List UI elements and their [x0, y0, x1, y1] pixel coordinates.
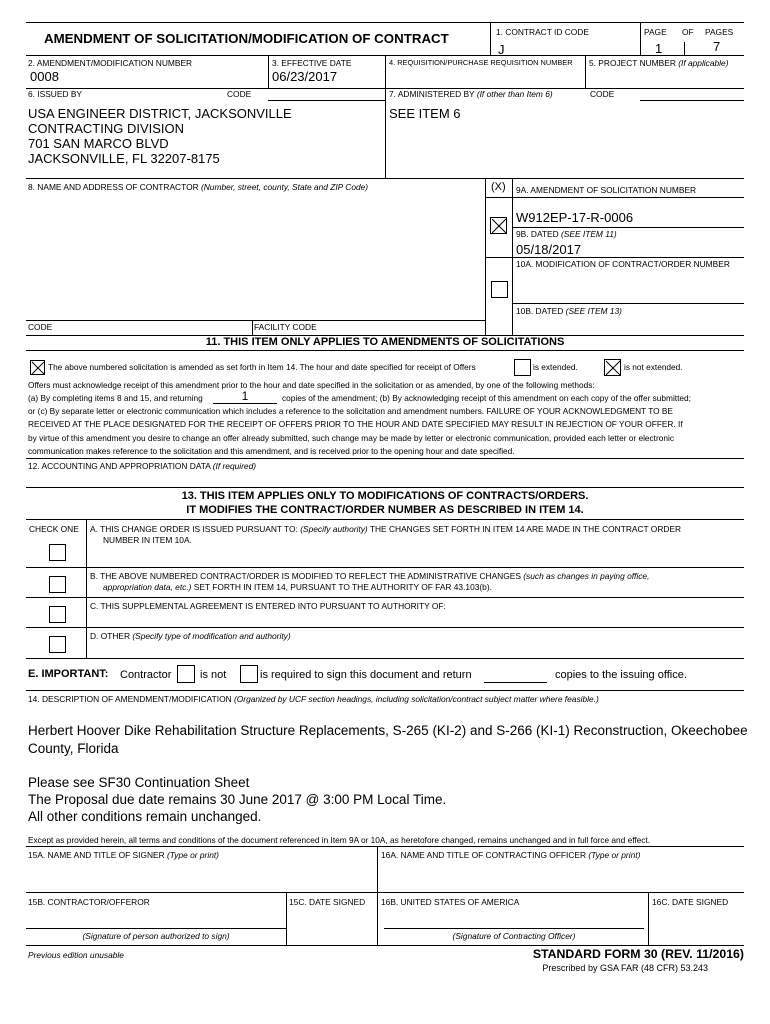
is-not-checkbox[interactable]: [177, 665, 195, 683]
item-11-line-6: by virtue of this amendment you desire to change an offer already submitted, such change may be made by letter or electronic communication, provided each letter or electronic: [28, 433, 674, 443]
item-13b-pre: B. THE ABOVE NUMBERED CONTRACT/ORDER IS MODIFIED TO REFLECT THE ADMINISTRATIVE CHANGES: [90, 571, 521, 581]
important-contractor: Contractor: [120, 669, 172, 681]
important-is-required: is required to sign this document and return: [260, 669, 472, 681]
item-13a-pre: A. THIS CHANGE ORDER IS ISSUED PURSUANT TO:: [90, 524, 298, 534]
item-14-label-text: 14. DESCRIPTION OF AMENDMENT/MODIFICATION: [28, 694, 232, 704]
item-13a-line-2: NUMBER IN ITEM 10A.: [103, 535, 192, 545]
contractor-label: [28, 182, 368, 192]
important-label: E. IMPORTANT:: [28, 668, 109, 680]
contractor-label-text: 8. NAME AND ADDRESS OF CONTRACTOR: [28, 182, 199, 192]
item-13d-italic: (Specify type of modification and authority): [132, 631, 291, 641]
signer-15a-label: [28, 850, 219, 860]
item-11-line-3b: copies of the amendment; (b) By acknowledging receipt of this amendment on each copy of the offer submitted;: [282, 393, 691, 403]
signature-16-caption: (Signature of Contracting Officer): [452, 931, 576, 941]
issuer-line-4: JACKSONVILLE, FL 32207-8175: [28, 151, 220, 166]
description-line-3: Please see SF30 Continuation Sheet: [28, 775, 250, 790]
effective-date: 06/23/2017: [272, 69, 338, 84]
contract-id-label: 1. CONTRACT ID CODE: [496, 27, 589, 37]
amendment-number: 0008: [30, 69, 59, 84]
date-16c-label: 16C. DATE SIGNED: [652, 897, 729, 907]
important-is-not: is not: [200, 669, 227, 681]
item-13b-line-2-italic: appropriation data, etc.): [103, 582, 192, 592]
copies-returned-value: 1: [241, 389, 249, 403]
not-extended-checkbox[interactable]: [604, 359, 621, 376]
item-13b-line-2: [103, 582, 492, 592]
administered-by-label-text: 7. ADMINISTERED BY: [389, 89, 475, 99]
project-number-label-text: 5. PROJECT NUMBER: [589, 58, 676, 68]
item-12-label-suffix: (If required): [212, 461, 257, 471]
item-10a-label: 10A. MODIFICATION OF CONTRACT/ORDER NUMBER: [516, 259, 730, 269]
contractor-code-label: CODE: [28, 322, 53, 332]
item-14-label-suffix: (Organized by UCF section headings, including solicitation/contract subject matter where feasible.): [233, 694, 599, 704]
item-13c-checkbox[interactable]: [49, 606, 66, 623]
description-line-4: The Proposal due date remains 30 June 2017 @ 3:00 PM Local Time.: [28, 792, 447, 807]
amendment-number-label: 2. AMENDMENT/MODIFICATION NUMBER: [28, 58, 193, 68]
officer-16a-label-text: 16A. NAME AND TITLE OF CONTRACTING OFFICER: [381, 850, 587, 860]
officer-16a-label-suffix: (Type or print): [588, 850, 641, 860]
item-13b-line-2-text: SET FORTH IN ITEM 14, PURSUANT TO THE AUTHORITY OF FAR 43.103(b).: [193, 582, 492, 592]
issuer-line-2: CONTRACTING DIVISION: [28, 121, 185, 136]
item-11-line-5: RECEIVED AT THE PLACE DESIGNATED FOR THE RECEIPT OF OFFERS PRIOR TO THE HOUR AND DATE SPECIFIED MAY RESULT IN REJECTION OF YOUR OFFER. If: [28, 419, 683, 429]
item-13b-line-1: [90, 571, 649, 581]
item-12-label: [28, 461, 256, 471]
not-extended-label: is not extended.: [624, 362, 683, 372]
previous-edition-note: Previous edition unusable: [28, 950, 124, 960]
prescribed-by: Prescribed by GSA FAR (48 CFR) 53.243: [542, 963, 708, 973]
item-13b-checkbox[interactable]: [49, 576, 66, 593]
administered-by-value: SEE ITEM 6: [389, 106, 461, 121]
except-statement: Except as provided herein, all terms and conditions of the document referenced in Item 9A or 10A, as heretofore changed, remains unchanged and in full force and effect.: [28, 835, 651, 845]
x-column-label: (X): [491, 181, 506, 193]
form-title: AMENDMENT OF SOLICITATION/MODIFICATION OF CONTRACT: [44, 31, 449, 46]
item-13d-pre: D. OTHER: [90, 631, 131, 641]
item-13-title-1: 13. THIS ITEM APPLIES ONLY TO MODIFICATIONS OF CONTRACTS/ORDERS.: [181, 490, 589, 502]
of-label: OF: [682, 27, 694, 37]
officer-16a-label: [381, 850, 640, 860]
item-9b-label-suffix: (SEE ITEM 11): [561, 229, 617, 239]
item-12-label-text: 12. ACCOUNTING AND APPROPRIATION DATA: [28, 461, 211, 471]
description-line-5: All other conditions remain unchanged.: [28, 809, 262, 824]
item-11-line-4: or (c) By separate letter or electronic communication which includes a reference to the solicitation and amendment numbers. FAILURE OF YOUR ACKNOWLEDGMENT TO BE: [28, 406, 673, 416]
usa-16b-label: 16B. UNITED STATES OF AMERICA: [381, 897, 520, 907]
item-10b-label: [516, 306, 622, 316]
item-13a-line-1: [90, 524, 681, 534]
solicitation-amended-checkbox[interactable]: [30, 360, 45, 375]
item-10b-label-text: 10B. DATED: [516, 306, 564, 316]
administered-by-label: [389, 89, 553, 99]
is-required-checkbox[interactable]: [240, 665, 258, 683]
item-9a-checkbox[interactable]: [490, 217, 507, 234]
item-9b-label: [516, 229, 617, 239]
item-9b-value: 05/18/2017: [516, 242, 582, 257]
item-11-title: 11. THIS ITEM ONLY APPLIES TO AMENDMENTS OF SOLICITATIONS: [205, 336, 565, 348]
effective-date-label: 3. EFFECTIVE DATE: [272, 58, 352, 68]
contractor-15b-label: 15B. CONTRACTOR/OFFEROR: [28, 897, 150, 907]
description-line-1: Herbert Hoover Dike Rehabilitation Structure Replacements, S-265 (KI-2) and S-266 (KI-1) Reconstruction, Okeechobee: [28, 723, 748, 738]
item-13b-italic: (such as changes in paying office,: [523, 571, 650, 581]
item-11-line-2: Offers must acknowledge receipt of this amendment prior to the hour and date specified in the solicitation or as amended, by one of the following methods:: [28, 380, 595, 390]
item-13c-text: C. THIS SUPPLEMENTAL AGREEMENT IS ENTERED INTO PURSUANT TO AUTHORITY OF:: [90, 601, 446, 611]
item-13d-text: [90, 631, 291, 641]
item-11-line-1: The above numbered solicitation is amended as set forth in Item 14. The hour and date specified for receipt of Offers: [48, 362, 476, 372]
facility-code-label: FACILITY CODE: [254, 322, 317, 332]
contractor-label-suffix: (Number, street, county, State and ZIP Code): [200, 182, 369, 192]
issued-by-code-label: CODE: [227, 89, 252, 99]
important-copies: copies to the issuing office.: [555, 669, 687, 681]
description-line-2: County, Florida: [28, 741, 119, 756]
total-pages: 7: [713, 39, 721, 54]
signer-15a-label-text: 15A. NAME AND TITLE OF SIGNER: [28, 850, 165, 860]
item-13a-post: THE CHANGES SET FORTH IN ITEM 14 ARE MADE IN THE CONTRACT ORDER: [369, 524, 682, 534]
item-13-title-2: IT MODIFIES THE CONTRACT/ORDER NUMBER AS DESCRIBED IN ITEM 14.: [186, 504, 584, 516]
item-13a-authority: (Specify authority): [300, 524, 368, 534]
item-13a-checkbox[interactable]: [49, 544, 66, 561]
page-number: 1: [655, 41, 663, 56]
signature-15-caption: (Signature of person authorized to sign): [82, 931, 230, 941]
item-9a-value: W912EP-17-R-0006: [516, 210, 634, 225]
check-one-label: CHECK ONE: [29, 524, 79, 534]
administered-by-label-suffix: (If other than Item 6): [476, 89, 553, 99]
item-13d-checkbox[interactable]: [49, 636, 66, 653]
signer-15a-label-suffix: (Type or print): [167, 850, 219, 860]
project-number-label-suffix: (If applicable): [678, 58, 729, 68]
item-9b-label-text: 9B. DATED: [516, 229, 559, 239]
issued-by-label: 6. ISSUED BY: [28, 89, 82, 99]
item-11-line-7: communication makes reference to the solicitation and this amendment, and is received prior to the opening hour and date specified.: [28, 446, 515, 456]
item-11-line-3a: (a) By completing items 8 and 15, and returning: [28, 393, 203, 403]
pages-label: PAGES: [705, 27, 734, 37]
item-10b-label-suffix: (SEE ITEM 13): [565, 306, 622, 316]
issuer-line-1: USA ENGINEER DISTRICT, JACKSONVILLE: [28, 106, 292, 121]
issuer-line-3: 701 SAN MARCO BLVD: [28, 136, 169, 151]
date-15c-label: 15C. DATE SIGNED: [289, 897, 366, 907]
standard-form-title: STANDARD FORM 30 (REV. 11/2016): [532, 947, 744, 961]
administered-code-label: CODE: [590, 89, 615, 99]
requisition-label: 4. REQUISITION/PURCHASE REQUISITION NUMBER: [389, 58, 573, 67]
item-14-label: [28, 694, 599, 704]
item-10a-checkbox[interactable]: [491, 281, 508, 298]
page-label: PAGE: [644, 27, 667, 37]
contract-id-value: J: [498, 42, 505, 57]
extended-checkbox[interactable]: [514, 359, 531, 376]
project-number-label: [589, 58, 728, 68]
extended-label: is extended.: [533, 362, 578, 372]
item-9a-label: 9A. AMENDMENT OF SOLICITATION NUMBER: [516, 185, 697, 195]
